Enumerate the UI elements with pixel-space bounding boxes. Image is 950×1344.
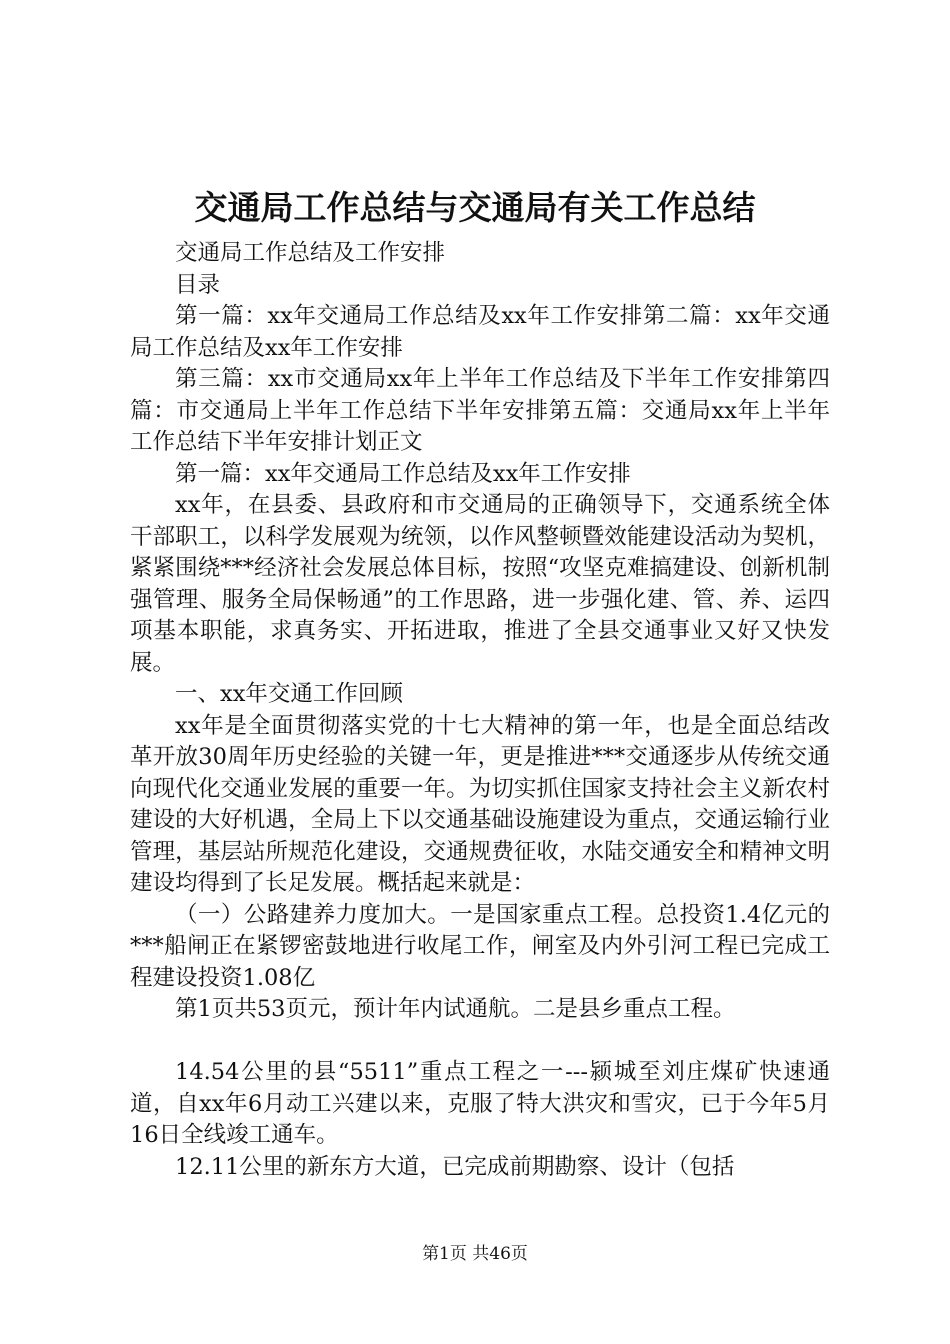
section-heading: 一、xx年交通工作回顾 (175, 681, 403, 707)
body-paragraph: 14.54公里的县“5511”重点工程之一---颍城至刘庄煤矿快速通道，自xx年6月动工兴建以来，克服了特大洪灾和雪灾，已于今年5月16日全线竣工通车。 (130, 1059, 830, 1148)
body-paragraph: 第1页共53页元，预计年内试通航。二是县乡重点工程。 (175, 996, 736, 1022)
body-paragraph: xx年，在县委、县政府和市交通局的正确领导下，交通系统全体干部职工，以科学发展观为统领，以作风整顿暨效能建设活动为契机，紧紧围绕***经济社会发展总体目标，按照“攻坚克难搞建设、创新机制强管理、服务全局保畅通”的工作思路，进一步强化建、管、养、运四项基本职能，求真务实、开拓进取，推进了全县交通事业又好又快发展。 (130, 492, 830, 676)
page-footer: 第1页 共46页 (422, 1244, 528, 1264)
toc-heading: 目录 (175, 271, 221, 298)
toc-entry: 第一篇：xx年交通局工作总结及xx年工作安排第二篇：xx年交通局工作总结及xx年工作安排 (130, 303, 830, 361)
body-paragraph: （一）公路建养力度加大。一是国家重点工程。总投资1.4亿元的***船闸正在紧锣密鼓地进行收尾工作，闸室及内外引河工程已完成工程建设投资1.08亿 (130, 901, 830, 991)
body-paragraph: 12.11公里的新东方大道，已完成前期勘察、设计（包括 (175, 1153, 735, 1180)
subtitle-paragraph: 交通局工作总结及工作安排 (175, 240, 446, 266)
document-body (130, 238, 830, 1183)
body-paragraph: xx年是全面贯彻落实党的十七大精神的第一年，也是全面总结改革开放30周年历史经验的关键一年，更是推进***交通逐步从传统交通向现代化交通业发展的重要一年。为切实抓住国家支持社会主义新农村建设的大好机遇，全局上下以交通基础设施建设为重点，交通运输行业管理，基层站所规范化建设，交通规费征收，水陆交通安全和精神文明建设均得到了长足发展。概括起来就是： (130, 712, 830, 896)
document-title: 交通局工作总结与交通局有关工作总结 (194, 188, 756, 227)
toc-entry: 第三篇：xx市交通局xx年上半年工作总结及下半年工作安排第四篇：市交通局上半年工作总结下半年安排第五篇：交通局xx年上半年工作总结下半年安排计划正文 (130, 366, 830, 455)
section-heading: 第一篇：xx年交通局工作总结及xx年工作安排 (175, 460, 631, 487)
